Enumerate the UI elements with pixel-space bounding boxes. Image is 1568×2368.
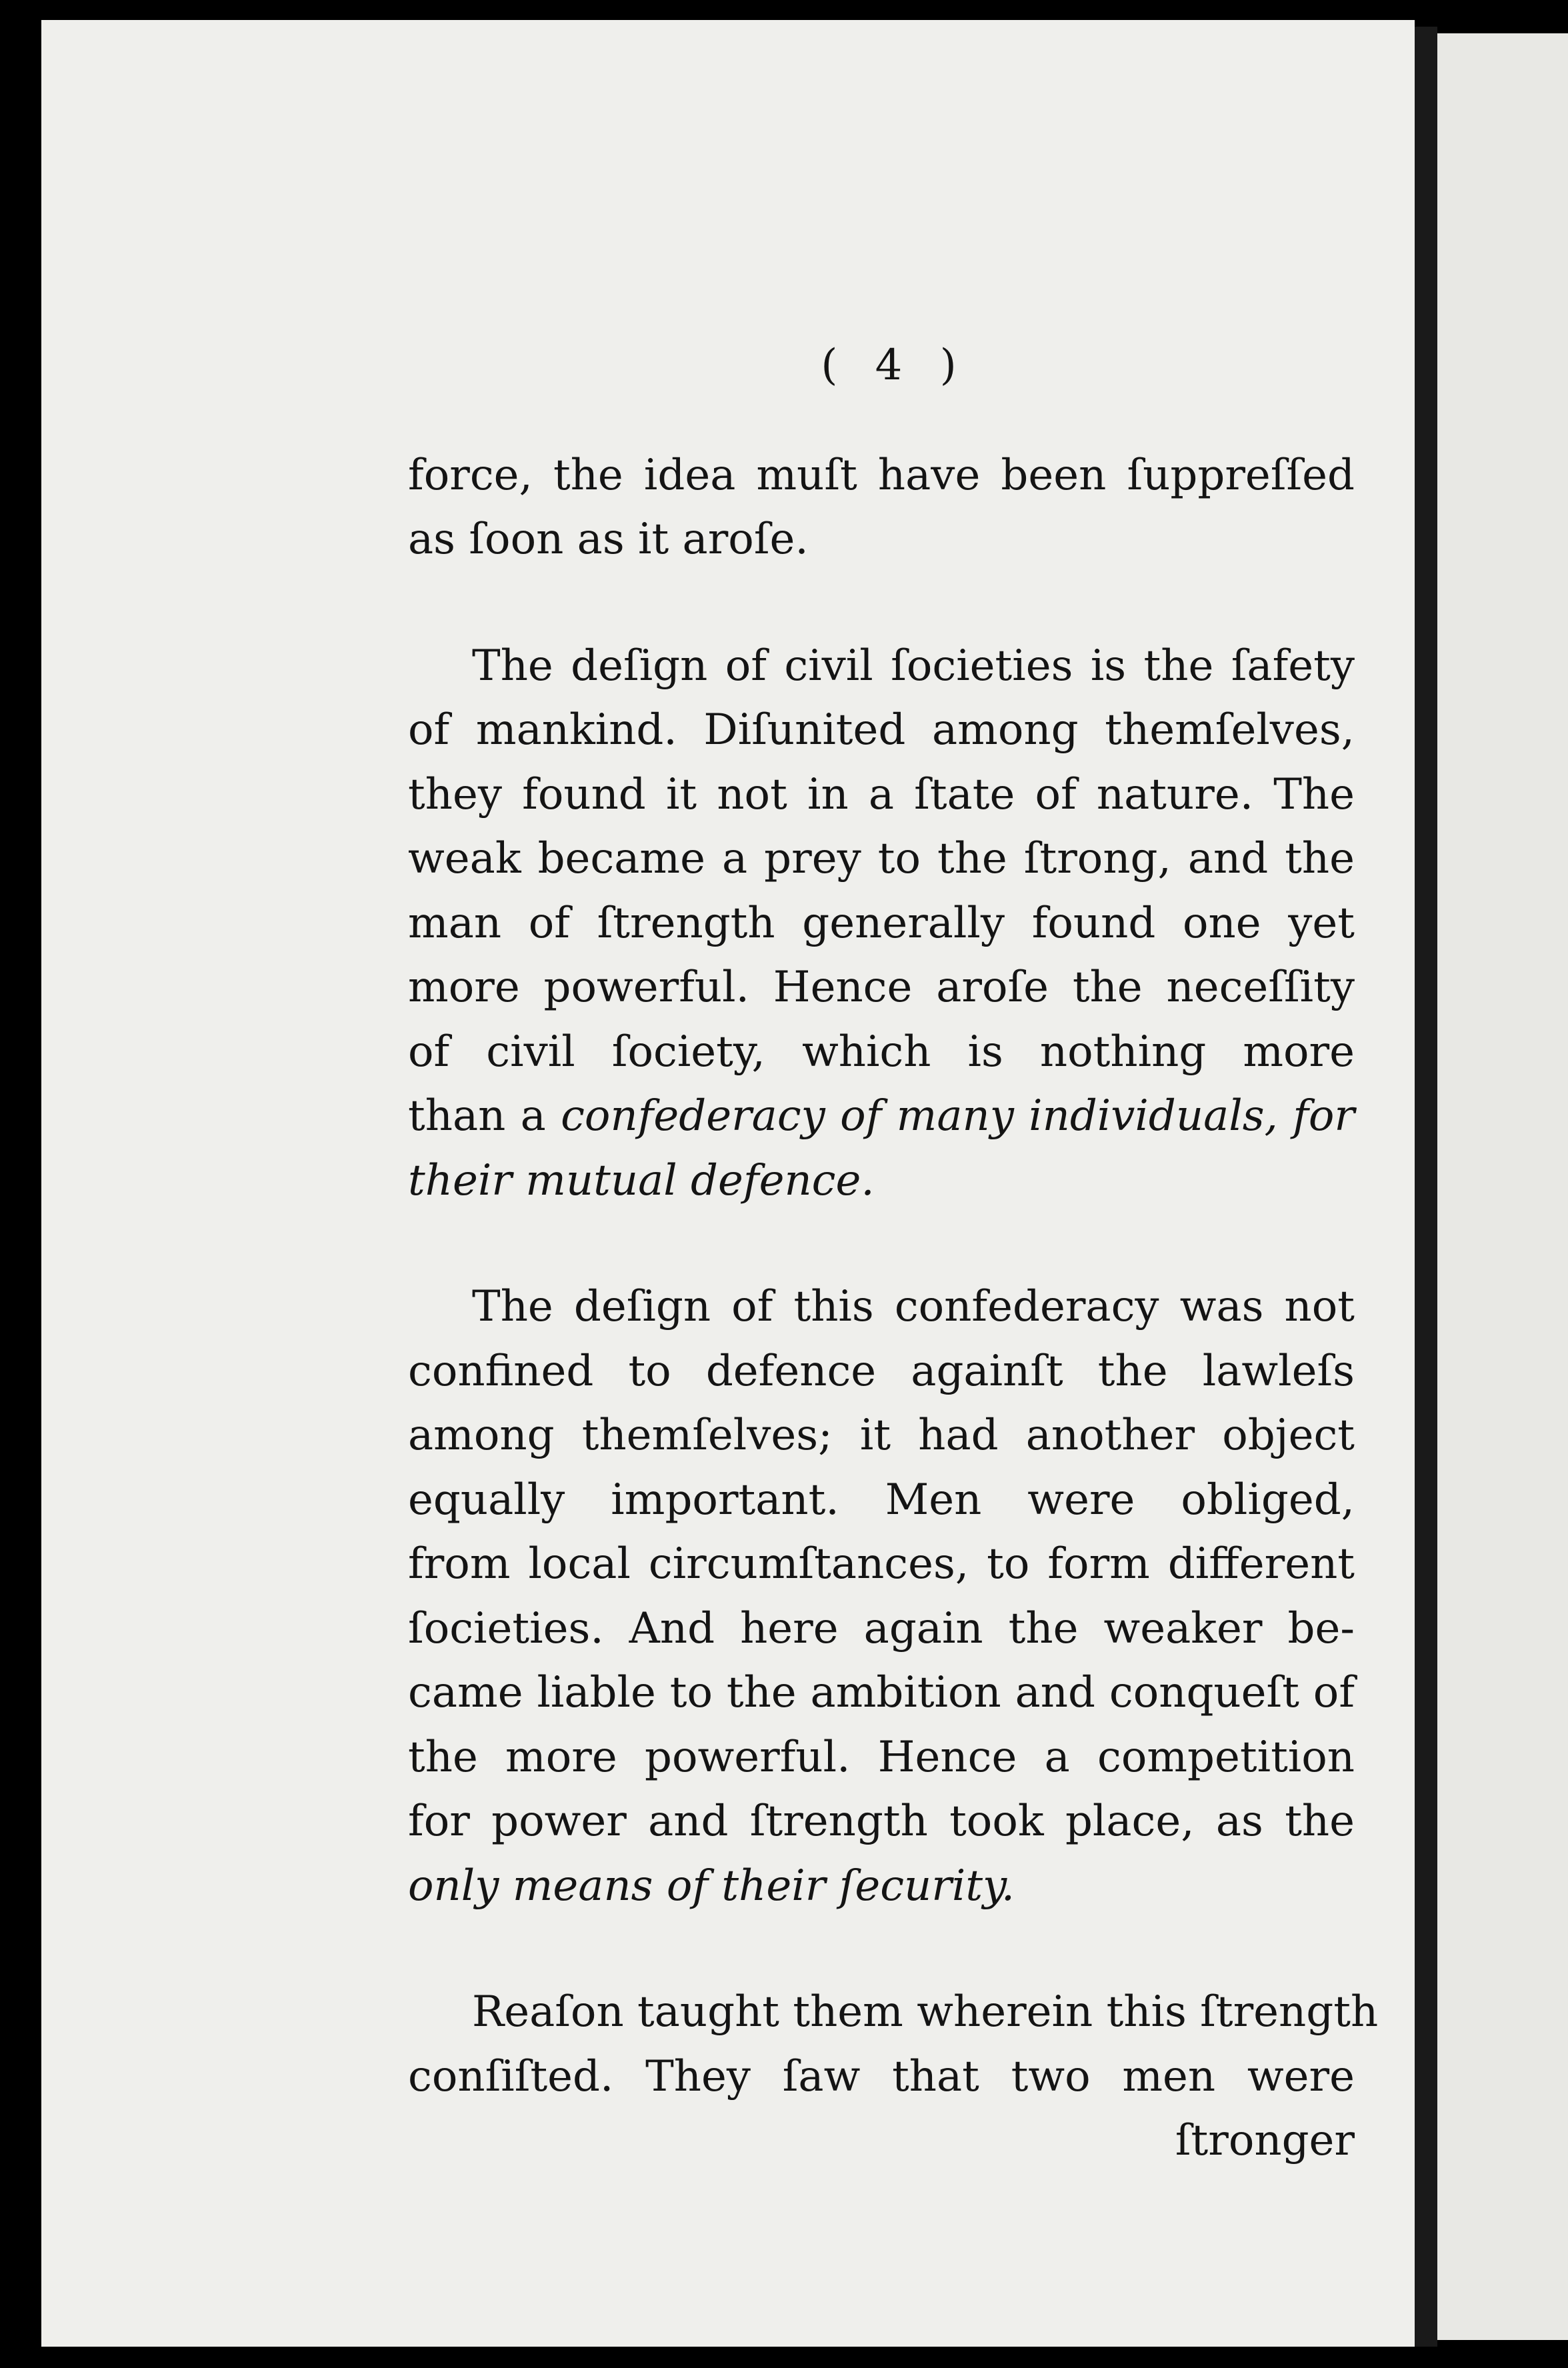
italic-text: only means of their ſecurity. [408, 1861, 1015, 1911]
text-line: of civil ſociety, which is nothing more [408, 1027, 1355, 1077]
text-line [408, 1854, 1355, 1919]
text-line: force, the idea muſt have been ſuppreſſed [408, 450, 1355, 500]
text-line: among themſelves; it had another object [408, 1411, 1355, 1460]
paragraph-1 [408, 443, 1355, 572]
catchword: ſtronger [1175, 2116, 1355, 2165]
text-line: Reaſon taught them wherein this ſtrength [472, 1987, 1379, 2037]
text-line: came liable to the ambition and conqueſt of [408, 1668, 1355, 1717]
paragraph-2 [408, 634, 1355, 1213]
book-gutter [1415, 27, 1437, 2347]
text-line: ſocieties. And here again the weaker be- [408, 1603, 1355, 1653]
text-line: confined to defence againſt the lawleſs [408, 1346, 1355, 1396]
text-line [408, 1149, 1355, 1213]
text-line: more powerful. Hence aroſe the neceſſity [408, 963, 1355, 1012]
facing-page-edge [1437, 33, 1568, 2340]
text-line: for power and ſtrength took place, as the [408, 1797, 1355, 1846]
text-line: of mankind. Diſunited among themſelves, [408, 705, 1355, 755]
text-line: The deſign of civil ſocieties is the ſafety [472, 641, 1355, 691]
page-text [408, 333, 1379, 2173]
text-line: from local circumſtances, to form different [408, 1539, 1355, 1589]
paragraph-3 [408, 1275, 1355, 1918]
text-line: man of ſtrength generally found one yet [408, 898, 1355, 948]
italic-text: their mutual defence. [408, 1155, 875, 1205]
text-line: conſiſted. They ſaw that two men were [408, 2051, 1355, 2101]
page-number: ( 4 ) [821, 341, 969, 390]
paragraph-4 [408, 1980, 1379, 2173]
text-line: The deſign of this confederacy was not [472, 1282, 1355, 1331]
text-run: than a [408, 1091, 561, 1141]
italic-text: confederacy of many individuals, for [561, 1091, 1355, 1141]
text-line [408, 1084, 1355, 1149]
text-line: as ſoon as it aroſe. [408, 515, 809, 564]
text-line: they found it not in a ſtate of nature. The [408, 769, 1355, 819]
text-line: weak became a prey to the ſtrong, and the [408, 834, 1355, 883]
text-line: the more powerful. Hence a competition [408, 1732, 1355, 1782]
text-line: equally important. Men were obliged, [408, 1475, 1355, 1525]
